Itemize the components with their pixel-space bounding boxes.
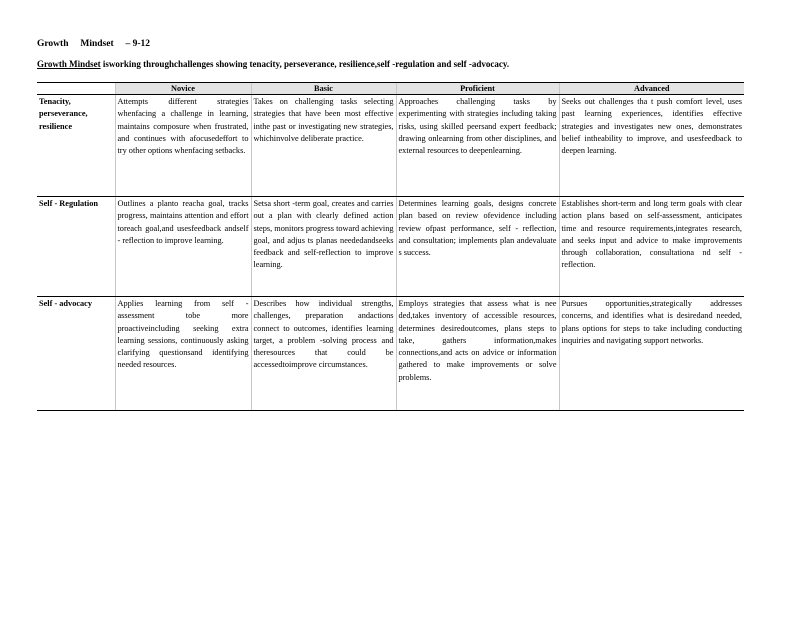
header-proficient: Proficient bbox=[396, 83, 559, 95]
cell-novice: Applies learning from self - assessment tobe more proactiveincluding seeking extra learning sessions, continuously asking clarifying questionsand identifying needed resources. bbox=[115, 297, 251, 411]
table-row bbox=[37, 197, 744, 297]
header-advanced: Advanced bbox=[559, 83, 744, 95]
subtitle-underlined: Growth Mindset bbox=[37, 59, 101, 69]
table-row bbox=[37, 95, 744, 197]
cell-novice: Outlines a planto reacha goal, tracks progress, maintains attention and effort toreach goal,and usesfeedback andself - reflection to improve learning. bbox=[115, 197, 251, 297]
cell-proficient: Employs strategies that assess what is nee ded,takes inventory of accessible resources, determines desiredoutcomes, plans steps to take, gathers information,makes connections,and acts on advice or information gathered to make improvements or solve problems. bbox=[396, 297, 559, 411]
cell-basic: Describes how individual strengths, challenges, preparation andactions connect to outcomes, identifies learning target, a problem -solving process and theresources that could be accessedtoimprove circumstances. bbox=[251, 297, 396, 411]
title-text: Growth Mindset bbox=[37, 39, 114, 49]
row-label: Self - advocacy bbox=[37, 297, 115, 411]
cell-proficient: Determines learning goals, designs concrete plan based on review ofevidence including review ofpast performance, self - reflection, and consultation; implements plan andevaluate s success. bbox=[396, 197, 559, 297]
document-subtitle bbox=[37, 59, 509, 69]
header-row bbox=[37, 83, 744, 95]
document-title bbox=[37, 39, 150, 49]
cell-advanced: Pursues opportunities,strategically addresses concerns, and identifies what is desiredand needed, plans options for steps to take including conducting inquiries and navigating support networks. bbox=[559, 297, 744, 411]
cell-advanced: Establishes short-term and long term goals with clear action plans based on self-assessment, anticipates time and resource requirements,integrates research, and seeks input and advice to make improvements through collaboration, consultationa nd self - reflection. bbox=[559, 197, 744, 297]
row-label: Tenacity, perseverance, resilience bbox=[37, 95, 115, 197]
table-row bbox=[37, 297, 744, 411]
header-novice: Novice bbox=[115, 83, 251, 95]
title-grade: – 9-12 bbox=[125, 39, 151, 49]
subtitle-rest: isworking throughchallenges showing tenacity, perseverance, resilience,self -regulation and self -advocacy. bbox=[100, 59, 510, 69]
row-label: Self - Regulation bbox=[37, 197, 115, 297]
cell-advanced: Seeks out challenges tha t push comfort level, uses past learning experiences, identifies effective strategies and investigates new ones, demonstrates belief intheability to improve, and usesfeedback to deepen learning. bbox=[559, 95, 744, 197]
cell-novice: Attempts different strategies whenfacing a challenge in learning, maintains composure when frustrated, and continues with afocusedeffort to try other options whenfacing setbacks. bbox=[115, 95, 251, 197]
header-basic: Basic bbox=[251, 83, 396, 95]
cell-basic: Setsa short -term goal, creates and carries out a plan with clearly defined action steps, monitors progress toward achieving goal, and adjus ts planas neededandseeks feedback and self-reflection to improve learning. bbox=[251, 197, 396, 297]
cell-proficient: Approaches challenging tasks by experimenting with strategies including taking risks, using skilled peersand expert feedback; drawing onlearning from other disciplines, and external resources to deepenlearning. bbox=[396, 95, 559, 197]
rubric-table bbox=[37, 82, 744, 411]
cell-basic: Takes on challenging tasks selecting strategies that have been most effective inthe past or investigating new strategies, whichinvolve deliberate practice. bbox=[251, 95, 396, 197]
header-blank bbox=[37, 83, 115, 95]
